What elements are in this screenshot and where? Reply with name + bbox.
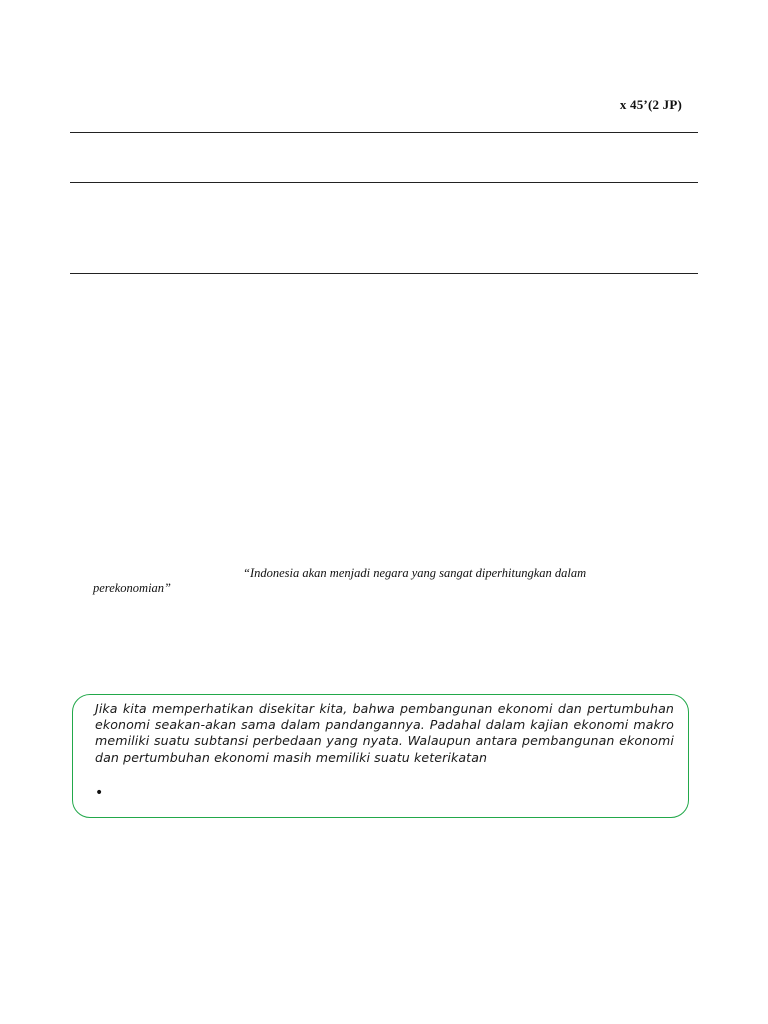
- quote-line: perekonomian”: [93, 581, 171, 595]
- callout-text: Jika kita memperhatikan disekitar kita, bahwa pembangunan ekonomi dan pertumbuhan ekonomi seakan-akan sama dalam pandangannya. Padahal dalam kajian ekonomi makro memiliki suatu subtansi perbedaan yang nyata. Walaupun antara pembangunan ekonomi dan pertumbuhan ekonomi masih memiliki suatu keterikatan: [95, 701, 674, 765]
- divider-line: [70, 273, 698, 274]
- bullet-point: •: [95, 785, 104, 801]
- callout-box: [72, 694, 689, 818]
- time-allocation-label: x 45’(2 JP): [619, 97, 682, 112]
- quote-block: [93, 566, 673, 596]
- divider-line: [70, 132, 698, 133]
- quote-line: “Indonesia akan menjadi negara yang sangat diperhitungkan dalam: [243, 566, 587, 580]
- divider-line: [70, 182, 698, 183]
